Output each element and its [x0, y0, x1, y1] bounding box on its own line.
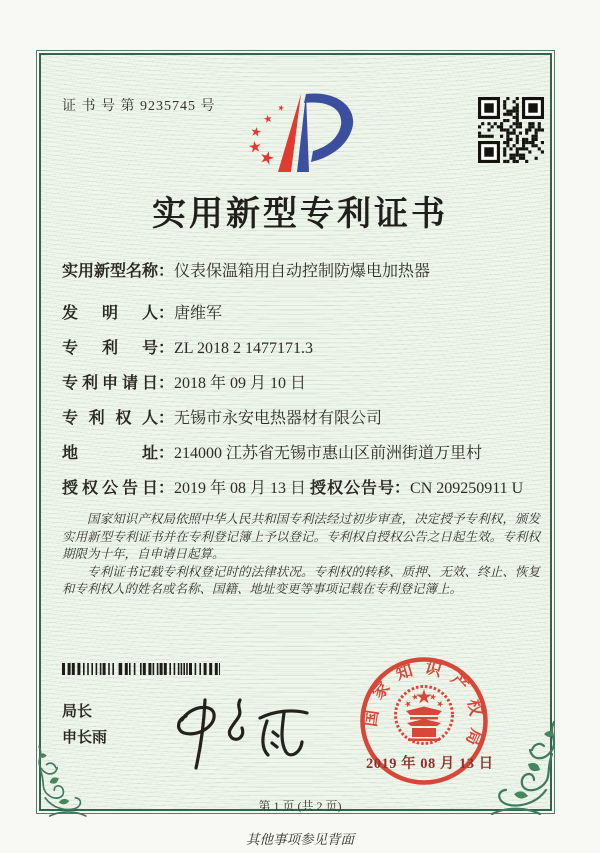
- seal-date: 2019 年 08 月 13 日: [366, 756, 494, 772]
- legal-paragraph-2: 专利证书记载专利权登记时的法律状况。专利权的转移、质押、无效、终止、恢复和专利权人的姓名或名称、国籍、地址变更等事项记载在专利登记簿上。: [62, 564, 540, 596]
- certificate-fields: [62, 258, 540, 510]
- field-label: 专利号: [62, 340, 158, 357]
- field-pair-grant-number: [310, 475, 523, 498]
- field-value: ： 2019 年 08 月 13 日: [158, 480, 306, 497]
- legal-paragraph-1: 国家知识产权局依照中华人民共和国专利法经过初步审查，决定授予专利权，颁发实用新型专利证书并在专利登记簿上予以登记。专利权自授权公告之日起生效。专利权期限为十年，自申请日起算。: [62, 512, 540, 561]
- field-label: 实用新型名称: [62, 263, 159, 280]
- field-row-inventor: [62, 300, 540, 322]
- handwritten-signature-icon: [168, 688, 313, 776]
- page-number: 第 1 页 (共 2 页): [258, 799, 342, 813]
- patent-office-logo-icon: [240, 84, 365, 176]
- seal-agency-text: 国家知识产权局: [360, 657, 488, 758]
- field-row-patent-number: [62, 335, 540, 357]
- field-value: ： 2018 年 09 月 10 日: [158, 375, 306, 392]
- field-label: 地址: [62, 445, 158, 462]
- field-value: ： 无锡市永安电热器材有限公司: [158, 410, 382, 427]
- field-label: 发明人: [62, 305, 158, 322]
- field-label: 授权公告号: [310, 480, 394, 497]
- certificate-title: 实用新型专利证书: [152, 196, 448, 233]
- field-value: ： 仪表保温箱用自动控制防爆电加热器: [158, 263, 430, 280]
- officer-title: 局长: [62, 704, 93, 720]
- field-label: 专利权人: [62, 410, 158, 427]
- field-value: ： CN 209250911 U: [394, 480, 523, 497]
- qr-code-icon: [478, 97, 544, 163]
- legal-text-block: [62, 511, 540, 599]
- field-value: ： ZL 2018 2 1477171.3: [158, 340, 313, 357]
- field-label: 授权公告日: [62, 480, 158, 497]
- field-row-filing-date: [62, 370, 540, 392]
- back-side-note: 其他事项参见背面: [246, 832, 354, 847]
- field-row-patentee: [62, 405, 540, 427]
- barcode-icon: [62, 663, 220, 675]
- officer-name: 申长雨: [62, 730, 108, 746]
- certificate-number: 证 书 号 第 9235745 号: [62, 99, 216, 114]
- field-row-grant: [62, 475, 540, 497]
- field-row-name: [62, 258, 540, 280]
- field-value: ： 214000 江苏省无锡市惠山区前洲街道万里村: [158, 445, 482, 462]
- field-row-address: [62, 440, 540, 462]
- national-emblem-icon: [396, 687, 453, 744]
- field-value: ： 唐维军: [158, 305, 222, 322]
- field-label: 专利申请日: [62, 375, 158, 392]
